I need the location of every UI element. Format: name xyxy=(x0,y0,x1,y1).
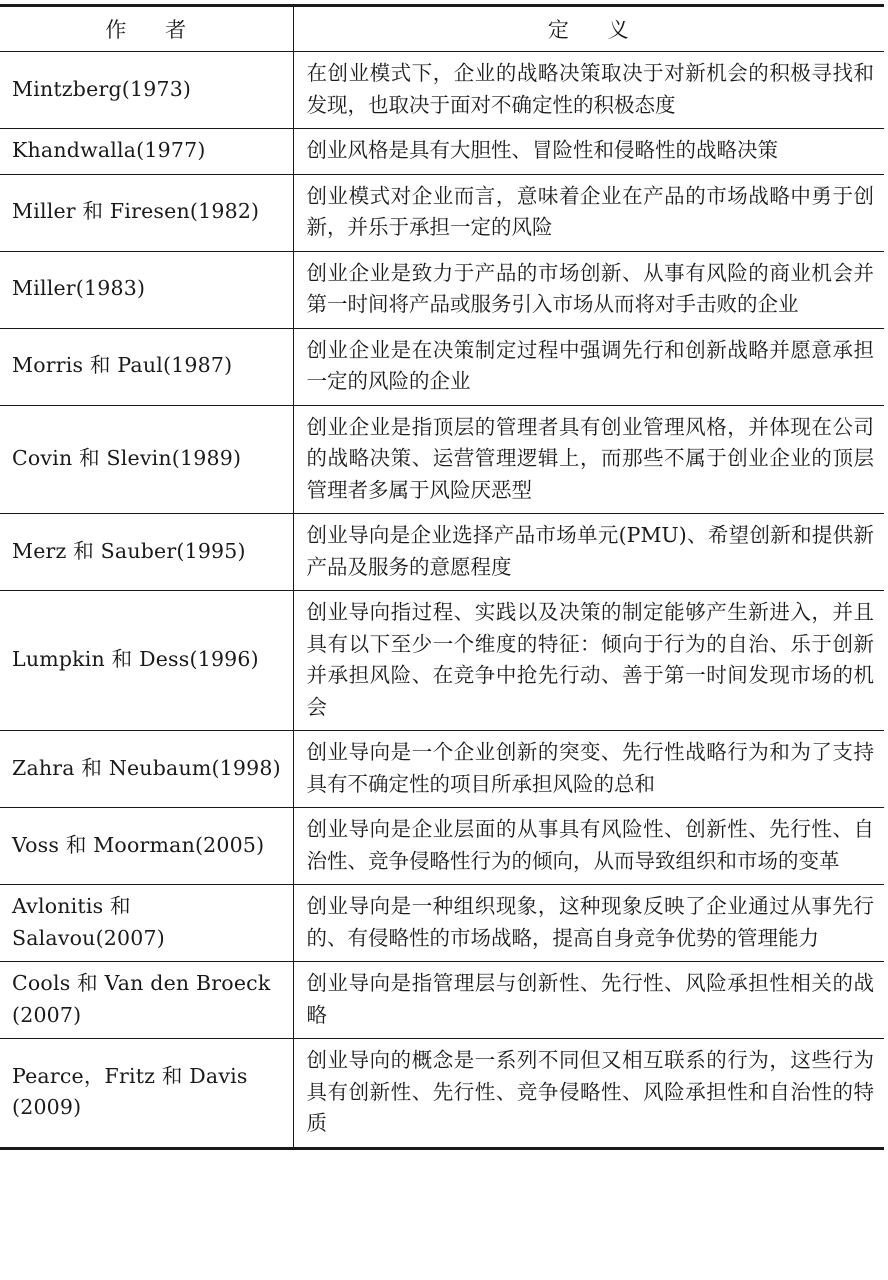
author-cell: Miller(1983) xyxy=(0,251,293,328)
definition-cell: 创业导向是企业选择产品市场单元(PMU)、希望创新和提供新产品及服务的意愿程度 xyxy=(293,514,884,591)
table-row xyxy=(0,1039,884,1149)
author-cell: Mintzberg(1973) xyxy=(0,52,293,129)
header-row xyxy=(0,6,884,52)
table-row xyxy=(0,174,884,251)
author-cell: Morris 和 Paul(1987) xyxy=(0,328,293,405)
definition-cell: 创业导向指过程、实践以及决策的制定能够产生新进入，并且具有以下至少一个维度的特征：倾向于行为的自治、乐于创新并承担风险、在竞争中抢先行动、善于第一时间发现市场的机会 xyxy=(293,591,884,731)
definition-cell: 创业企业是在决策制定过程中强调先行和创新战略并愿意承担一定的风险的企业 xyxy=(293,328,884,405)
definition-cell: 创业导向是指管理层与创新性、先行性、风险承担性相关的战略 xyxy=(293,962,884,1039)
author-cell: Covin 和 Slevin(1989) xyxy=(0,405,293,514)
definition-column-header: 定 义 xyxy=(293,6,884,52)
author-cell: Merz 和 Sauber(1995) xyxy=(0,514,293,591)
table-row xyxy=(0,405,884,514)
author-cell: Cools 和 Van den Broeck (2007) xyxy=(0,962,293,1039)
definition-cell: 创业模式对企业而言，意味着企业在产品的市场战略中勇于创新，并乐于承担一定的风险 xyxy=(293,174,884,251)
definition-cell: 创业导向是一种组织现象，这种现象反映了企业通过从事先行的、有侵略性的市场战略，提高自身竞争优势的管理能力 xyxy=(293,885,884,962)
definition-cell: 创业企业是致力于产品的市场创新、从事有风险的商业机会并第一时间将产品或服务引入市场从而将对手击败的企业 xyxy=(293,251,884,328)
author-cell: Zahra 和 Neubaum(1998) xyxy=(0,731,293,808)
table-row xyxy=(0,251,884,328)
definition-cell: 创业导向的概念是一系列不同但又相互联系的行为，这些行为具有创新性、先行性、竞争侵略性、风险承担性和自治性的特质 xyxy=(293,1039,884,1149)
author-column-header: 作 者 xyxy=(0,6,293,52)
table-row xyxy=(0,808,884,885)
definition-cell: 创业导向是一个企业创新的突变、先行性战略行为和为了支持具有不确定性的项目所承担风险的总和 xyxy=(293,731,884,808)
definitions-table xyxy=(0,4,884,1150)
author-cell: Pearce，Fritz 和 Davis (2009) xyxy=(0,1039,293,1149)
table-row xyxy=(0,129,884,175)
definition-cell: 创业风格是具有大胆性、冒险性和侵略性的战略决策 xyxy=(293,129,884,175)
table-row xyxy=(0,52,884,129)
table-row xyxy=(0,514,884,591)
author-cell: Lumpkin 和 Dess(1996) xyxy=(0,591,293,731)
table-row xyxy=(0,591,884,731)
table-row xyxy=(0,731,884,808)
author-cell: Miller 和 Firesen(1982) xyxy=(0,174,293,251)
definition-cell: 创业导向是企业层面的从事具有风险性、创新性、先行性、自治性、竞争侵略性行为的倾向，从而导致组织和市场的变革 xyxy=(293,808,884,885)
table-row xyxy=(0,885,884,962)
author-cell: Avlonitis 和 Salavou(2007) xyxy=(0,885,293,962)
author-cell: Khandwalla(1977) xyxy=(0,129,293,175)
definition-cell: 在创业模式下，企业的战略决策取决于对新机会的积极寻找和发现，也取决于面对不确定性的积极态度 xyxy=(293,52,884,129)
table-row xyxy=(0,328,884,405)
definition-cell: 创业企业是指顶层的管理者具有创业管理风格，并体现在公司的战略决策、运营管理逻辑上，而那些不属于创业企业的顶层管理者多属于风险厌恶型 xyxy=(293,405,884,514)
author-cell: Voss 和 Moorman(2005) xyxy=(0,808,293,885)
table-row xyxy=(0,962,884,1039)
